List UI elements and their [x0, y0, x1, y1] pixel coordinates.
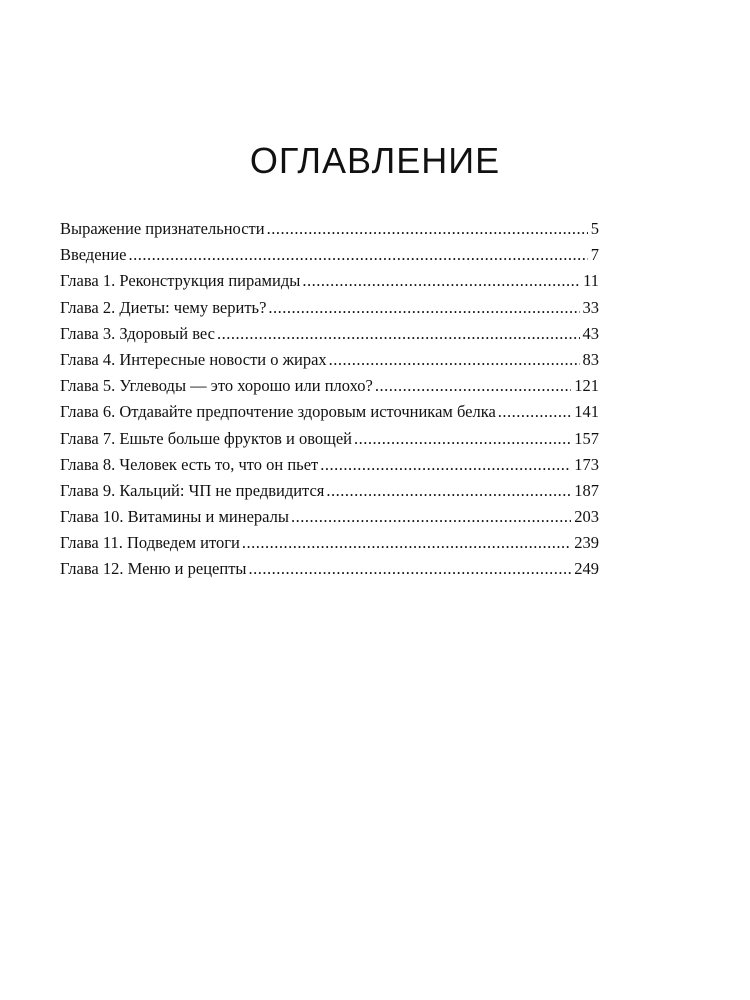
toc-entry [60, 268, 599, 294]
toc-entry-page: 11 [583, 271, 599, 291]
toc-entry [60, 347, 599, 373]
toc-entry [60, 216, 599, 242]
toc-entry-page: 203 [574, 507, 599, 527]
toc-leader-dots [291, 504, 571, 530]
toc-entry-label: Глава 7. Ешьте больше фруктов и овощей [60, 428, 352, 448]
toc-leader-dots [354, 426, 571, 452]
toc-leader-dots [329, 347, 580, 373]
toc-entry [60, 452, 599, 478]
toc-entry-label: Глава 12. Меню и рецепты [60, 559, 247, 579]
toc-entry-label: Глава 2. Диеты: чему верить? [60, 297, 267, 317]
toc-leader-dots [320, 452, 571, 478]
toc-entry-label: Глава 6. Отдавайте предпочтение здоровым источникам белка [60, 402, 496, 422]
toc-leader-dots [267, 216, 588, 242]
toc-entry-label: Глава 11. Подведем итоги [60, 533, 240, 553]
toc-entry-page: 239 [574, 533, 599, 553]
toc-entry [60, 321, 599, 347]
toc-leader-dots [242, 530, 571, 556]
toc-leader-dots [326, 478, 571, 504]
toc-entry-label: Глава 8. Человек есть то, что он пьет [60, 454, 319, 474]
toc-entry [60, 504, 599, 530]
toc-leader-dots [268, 295, 579, 321]
toc-entry [60, 556, 599, 582]
toc-entry-page: 249 [574, 559, 599, 579]
toc-entry-label: Глава 10. Витамины и минералы [60, 507, 289, 527]
toc-entry-label: Глава 3. Здоровый вес [60, 323, 215, 343]
toc-entry-label: Глава 5. Углеводы — это хорошо или плохо? [60, 376, 373, 396]
toc-entry-page: 7 [590, 245, 599, 265]
toc-entry [60, 426, 599, 452]
toc-entry [60, 530, 599, 556]
toc-entry [60, 295, 599, 321]
toc-entry-page: 83 [582, 349, 599, 369]
toc-entry-label: Глава 4. Интересные новости о жирах [60, 349, 327, 369]
toc-entry [60, 373, 599, 399]
page-title: ОГЛАВЛЕНИЕ [249, 140, 501, 181]
toc-entry [60, 399, 599, 425]
toc-leader-dots [498, 399, 571, 425]
toc-leader-dots [249, 556, 572, 582]
toc-entry-page: 43 [582, 323, 599, 343]
toc-entry-page: 121 [574, 376, 599, 396]
toc-leader-dots [375, 373, 571, 399]
toc-entry-label: Введение [60, 245, 127, 265]
toc-entry-page: 5 [590, 219, 599, 238]
toc-leader-dots [129, 242, 588, 268]
table-of-contents [60, 216, 599, 583]
toc-leader-dots [302, 268, 580, 294]
toc-entry-label: Выражение признательности [60, 219, 265, 238]
toc-entry [60, 478, 599, 504]
toc-leader-dots [217, 321, 580, 347]
toc-entry-page: 141 [574, 402, 599, 422]
toc-entry-page: 33 [582, 297, 599, 317]
toc-entry-page: 173 [574, 454, 599, 474]
toc-entry-page: 157 [574, 428, 599, 448]
toc-entry-page: 187 [574, 480, 599, 500]
toc-entry-label: Глава 9. Кальций: ЧП не предвидится [60, 480, 325, 500]
toc-entry [60, 242, 599, 268]
toc-entry-label: Глава 1. Реконструкция пирамиды [60, 271, 301, 291]
